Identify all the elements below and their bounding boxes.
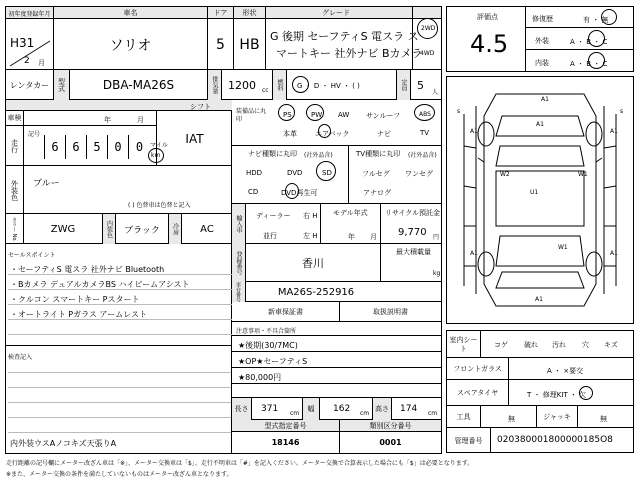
shift-label: シフト (190, 103, 211, 111)
mileage-digits-label: 記号 (28, 131, 41, 138)
shift-value: IAT (185, 132, 204, 146)
interior-sheet-item: コゲ (494, 341, 508, 349)
tv-fullseg: フルセグ (362, 170, 390, 178)
max-load-label: 最大積載量 (396, 248, 431, 256)
note-line: ★OP★セーフティS (238, 357, 308, 366)
exterior-color-label: 外装色 (6, 166, 24, 214)
equip-ps: PS (283, 111, 292, 119)
import-right: 右 H (303, 212, 318, 220)
door-label: ドア (208, 7, 234, 19)
management-value: 020380001800000185O8 (497, 435, 613, 445)
new-car-warranty: 新車保証書 (232, 302, 340, 322)
spare-tire-label: スペアタイヤ (447, 380, 509, 406)
fuel-circle (292, 76, 309, 93)
height-value: 174 (400, 404, 418, 414)
month-value: 2 (24, 56, 30, 66)
sales-points-label: セールスポイント (8, 252, 56, 259)
chassis-value: MA26S-252916 (277, 286, 355, 298)
door-value: 5 (208, 19, 234, 70)
height-label: 高さ (372, 398, 392, 420)
footer-line1: 走行距離の記号欄にメーター改ざん車は「※」、メーター交換車は「$」、走行不明車は「#」を記入ください。メーター交換で合算表示した場合にも「$」は必要となります。 (6, 460, 474, 467)
model-label: 型式 (54, 70, 70, 100)
manual: 取扱説明書 (373, 308, 408, 316)
registration-value: 香川 (302, 257, 324, 270)
shape-value: HB (234, 19, 266, 70)
ac-value: AC (200, 223, 214, 235)
navi-label: ナビ種類に丸印 (248, 150, 297, 158)
fuel-options: G ・ D ・ HV ・ ( ) (297, 82, 360, 90)
front-glass-value: A ・ ×要交 (547, 367, 584, 375)
interior-options: A ・ B ・ C (570, 60, 608, 68)
length-label: 長さ (232, 398, 252, 420)
height-unit: cm (428, 410, 438, 417)
category-no-value: 0001 (379, 438, 402, 447)
front-glass-label: フロントガラス (447, 358, 509, 380)
width-value: 162 (333, 404, 351, 414)
navi-cd: CD (248, 188, 259, 196)
tv-note: (社外品含) (408, 152, 437, 159)
mileage-label: 走行 (6, 126, 24, 166)
exterior-label: 外装 (535, 37, 549, 45)
diagram-label-w2: W2 (500, 171, 510, 178)
tv-analog: アナログ (363, 189, 391, 197)
use-type: レンタカー (6, 70, 54, 100)
import-left: 左 H (303, 232, 318, 240)
diagram-label-a1: A1 (610, 250, 618, 257)
diagram-label-a1: A1 (541, 96, 549, 103)
ac-label: 冷房 (168, 214, 182, 244)
mileage-digits (24, 135, 150, 159)
equip-sunroof: サンルーフ (366, 112, 401, 120)
repair-label: 修復歴 (532, 15, 553, 23)
exterior-options: A ・ B ・ C (570, 38, 608, 46)
inspection-year: 年 (104, 116, 111, 124)
diagram-label-a1: A1 (470, 128, 478, 135)
mileage-digit: 5 (87, 135, 108, 159)
grade-line2: マートキー 社外ナビ Bカメラ (276, 47, 423, 60)
navi-dvd: DVD (287, 169, 303, 177)
diagram-label-a1: A1 (536, 121, 544, 128)
diagram-label-s: s (457, 108, 461, 115)
drive-alt: 4WD (420, 50, 435, 57)
management-label: 管理番号 (447, 428, 491, 453)
navi-note: (社外品含) (304, 152, 333, 159)
spare-tire-value: T ・ 修理KIT ・ 欠 (527, 391, 587, 399)
inspector-label: 検査記入 (8, 354, 33, 361)
equip-tv: TV (420, 129, 430, 137)
score-value: 4.5 (470, 30, 509, 58)
interior-sheet-item: 穴 (582, 341, 589, 349)
diagram-label-a1: A1 (470, 250, 478, 257)
interior-sheet-item: 破れ (524, 341, 538, 349)
mileage-digit (24, 135, 45, 159)
type-no-value: 18146 (232, 432, 340, 453)
interior-color-label: 内装色 (102, 214, 116, 244)
note-line: ★80,000円 (238, 373, 282, 382)
category-no-label: 類別区分番号 (369, 422, 412, 430)
grade-line1: G 後期 セーフティS 電スラ ス (270, 30, 419, 43)
interior-sheet-item: キズ (604, 341, 618, 349)
model-value: DBA-MA26S (70, 70, 208, 100)
inspector-bottom-line: 内外装ウスAノコキズ天張りA (10, 439, 117, 448)
equip-aw: AW (338, 111, 350, 119)
import-dealer: ディーラー (256, 212, 291, 220)
recycle-label: リサイクル預託金 (385, 209, 441, 217)
equip-abs: ABS (419, 111, 431, 118)
equip-leather: 本革 (283, 130, 297, 138)
note-line: ★後期(30/7MC) (238, 341, 298, 350)
capacity-label: 定員 (396, 70, 410, 100)
tools-label: 工具 (447, 406, 481, 428)
color-code-label: カラー No. (6, 214, 24, 244)
sales-point-line: ・クルコン スマートキー Pスタート (10, 295, 140, 304)
month-unit: 月 (38, 59, 45, 67)
displacement-value: 1200 (228, 78, 256, 92)
max-load-unit: kg (433, 270, 441, 277)
mileage-digit: 6 (66, 135, 87, 159)
type-no-label: 型式指定番号 (232, 420, 340, 432)
model-year-year: 年 (348, 233, 355, 241)
import-parallel: 並行 (263, 232, 277, 240)
notes-label: 注意事項・不具合箇所 (236, 328, 297, 335)
registration-label: 登録番号 (232, 244, 246, 282)
width-unit: cm (360, 410, 370, 417)
chassis-label: 車台番号 (232, 282, 246, 302)
drive-circle (417, 18, 438, 39)
exterior-color-note: ( ) 色替車は色替と記入 (128, 202, 191, 209)
km-circle (148, 148, 164, 163)
tv-label: TV種類に丸印 (356, 150, 401, 158)
capacity-value: 5 (410, 70, 430, 100)
jack-value: 無 (600, 415, 607, 423)
equipment-label: 装備品に丸印 (236, 108, 267, 123)
repair-options: 有 ・ 無 (583, 16, 609, 24)
recycle-value: 9,770 (398, 227, 427, 238)
diagram-label-w1: W1 (558, 244, 568, 251)
first-reg-label: 初年度登録年月 (6, 7, 54, 19)
interior-color-value: ブラック (124, 225, 160, 236)
car-diagram (446, 76, 634, 324)
sales-point-line: ・オートライト Pガラス アームレスト (10, 310, 147, 319)
navi-sd: SD (322, 169, 332, 177)
equip-navi: ナビ (377, 130, 391, 138)
footer-line2: ※また、メーター交換の条件を満たしていないものはメーター改ざん車となります。 (6, 471, 233, 478)
car-name: ソリオ (54, 19, 208, 70)
diagram-label-w1: W1 (578, 171, 588, 178)
inspection-month: 月 (137, 116, 144, 124)
drive-value: 2WD (421, 25, 436, 32)
equip-pw: PW (311, 111, 323, 119)
tv-oneseg: ワンセグ (405, 170, 433, 178)
mileage-digit: 6 (45, 135, 66, 159)
interior-sheet-label: 室内シート (447, 331, 481, 358)
capacity-unit: 人 (432, 89, 439, 96)
tools-value: 無 (508, 415, 515, 423)
year-divider (6, 19, 54, 70)
diagram-label-a1: A1 (535, 296, 543, 303)
model-year-month: 月 (370, 233, 377, 241)
fuel-label: 燃料 (273, 70, 287, 100)
color-code-value: ZWG (50, 223, 76, 235)
displacement-unit: cc (262, 87, 269, 94)
jack-label: ジャッキ (536, 406, 578, 428)
interior-sheet-item: 汚れ (552, 341, 566, 349)
diagram-label-s: s (620, 108, 624, 115)
car-name-label: 車名 (54, 7, 208, 19)
grade-label: グレード (322, 9, 350, 17)
model-year-label: モデル年式 (333, 209, 368, 217)
interior-label: 内装 (535, 59, 549, 67)
sales-point-line: ・Bカメラ デュアルカメラBS ハイビームアシスト (10, 280, 190, 289)
equip-airbag: エアバック (315, 130, 350, 138)
inspection-label: 車検 (6, 111, 24, 125)
mileage-digit: 0 (108, 135, 129, 159)
length-value: 371 (261, 404, 279, 414)
displacement-label: 排気量 (208, 70, 222, 100)
year-value: H31 (10, 36, 35, 50)
shape-label: 形状 (234, 7, 266, 19)
sales-point-line: ・セーフティS 電スラ 社外ナビ Bluetooth (10, 265, 165, 274)
diagram-label-u1: U1 (530, 189, 539, 196)
mileage-digit: 0 (135, 140, 144, 154)
import-label: 輸入車 (232, 204, 246, 244)
exterior-color-value: ブルー (33, 179, 60, 189)
navi-dvd-play: DVD再生可 (281, 189, 318, 197)
length-unit: cm (290, 410, 300, 417)
recycle-unit: 円 (433, 234, 440, 241)
diagram-label-a1: A1 (610, 128, 618, 135)
mileage-unit-km: km (151, 152, 161, 159)
navi-hdd: HDD (246, 169, 263, 177)
score-label: 評価点 (477, 13, 498, 21)
width-label: 幅 (302, 398, 320, 420)
mileage-unit-mile: マイル (150, 142, 168, 149)
